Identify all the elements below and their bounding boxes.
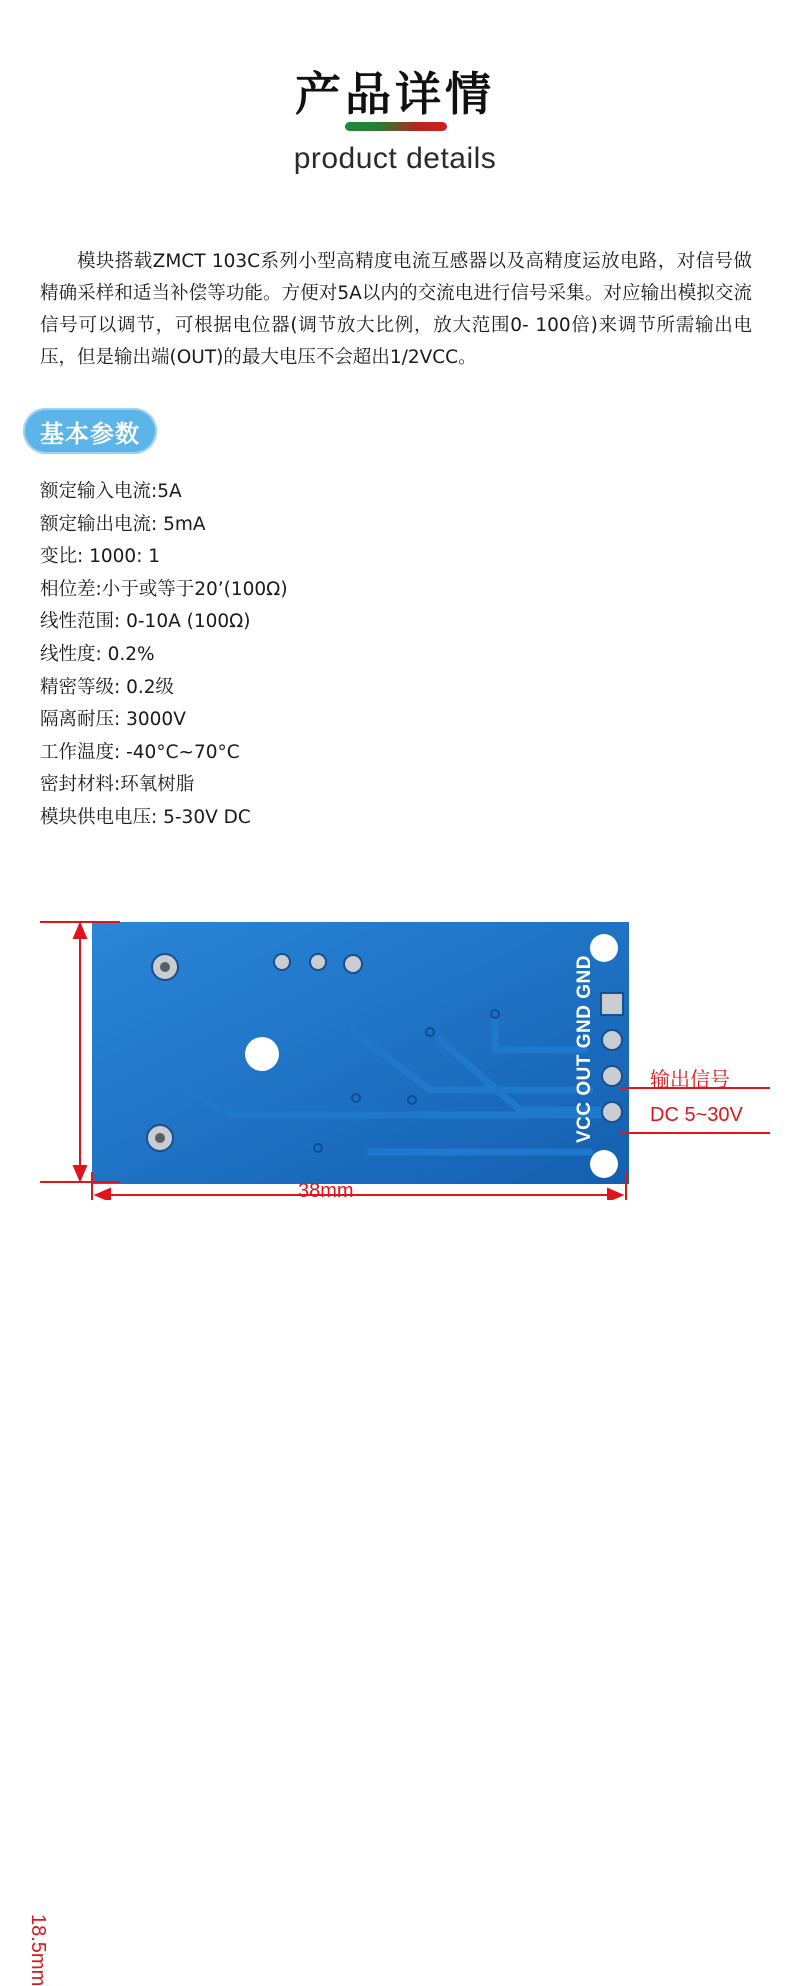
header-pin-gnd1 <box>602 1030 622 1050</box>
param-rated-output-current: 额定输出电流: 5mA <box>40 513 206 535</box>
param-accuracy-class: 精密等级: 0.2级 <box>40 676 175 698</box>
header-pin-vcc <box>602 1102 622 1122</box>
param-list <box>40 476 288 835</box>
param-rated-input-current: 额定输入电流:5A <box>40 481 182 502</box>
param-linear-range: 线性范围: 0-10A (100Ω) <box>40 611 251 633</box>
mounting-hole <box>590 1150 618 1178</box>
pcb-diagram-drawing <box>0 900 790 1200</box>
output-signal-label: 输出信号 <box>650 1067 730 1091</box>
intro-paragraph: 模块搭载ZMCT 103C系列小型高精度电流互感器以及高精度运放电路，对信号做精确采样和适当补偿等功能。方便对5A以内的交流电进行信号采集。对应输出模拟交流信号可以调节，可根据电位器(调节放大比例，放大范围0- 100倍)来调节所需输出电压，但是输出端(OUT)的最大电压不会超出1/2VCC。 <box>40 251 752 368</box>
page-title-en: product details <box>293 142 497 175</box>
pcb-diagram <box>0 900 790 1986</box>
pin-labels: VCC OUT GND GND <box>574 955 595 1143</box>
supply-voltage-label: DC 5~30V <box>650 1104 743 1126</box>
center-hole <box>245 1037 279 1071</box>
title-accent-bar <box>345 122 447 131</box>
height-dimension-label: 18.5mm <box>27 1914 49 1986</box>
param-linearity: 线性度: 0.2% <box>40 643 155 665</box>
header-pin-gnd2 <box>601 993 623 1015</box>
page-title-cn: 产品详情 <box>295 67 495 121</box>
section-tag-basic-params: 基本参数 <box>23 408 157 454</box>
width-dimension-label: 38mm <box>298 1180 354 1202</box>
param-sealing-material: 密封材料:环氧树脂 <box>40 774 195 796</box>
param-supply-voltage: 模块供电电压: 5-30V DC <box>40 806 251 828</box>
param-ratio: 变比: 1000: 1 <box>40 546 161 568</box>
param-operating-temperature: 工作温度: -40°C~70°C <box>40 741 240 763</box>
header-pin-out <box>602 1066 622 1086</box>
param-isolation-voltage: 隔离耐压: 3000V <box>40 709 186 731</box>
param-phase-difference: 相位差:小于或等于20’(100Ω) <box>40 578 288 600</box>
